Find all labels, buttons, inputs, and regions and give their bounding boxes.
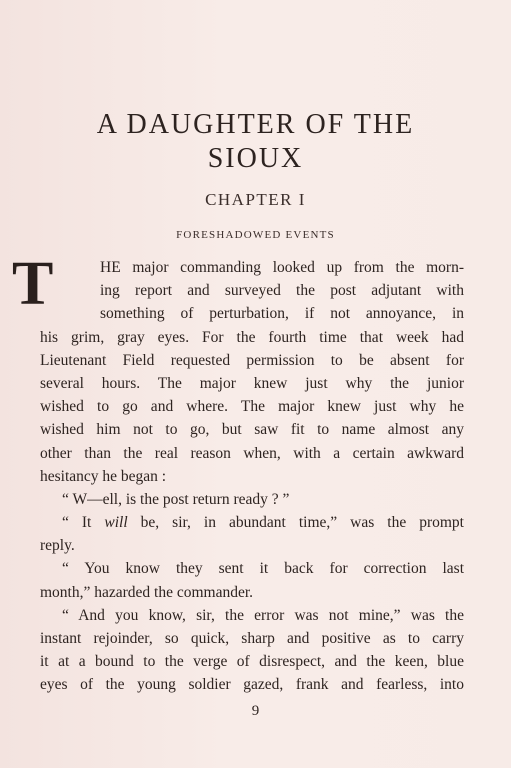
text-line: “ And you know, sir, the error was not mine,” was the [62,606,464,624]
book-title [40,108,471,176]
book-title-line-2: SIOUX [207,143,304,174]
chapter-heading: CHAPTER I [205,190,306,209]
text-line: instant rejoinder, so quick, sharp and positive as to carry [40,630,464,647]
text-line: “ You know they sent it back for correction last [62,560,464,578]
text-line: his grim, gray eyes. For the fourth time that week had [40,328,464,346]
text-line: reply. [40,537,75,555]
body-text [40,256,464,697]
text-line-with-italic [40,511,464,534]
text-line: something of perturbation, if not annoyance, in [100,305,464,323]
text-line: wished to go and where. The major knew just why he [40,398,464,416]
text-line: “ W—ell, is the post return ready ? ” [62,490,290,508]
italic-word: will [104,514,128,532]
text-line: ing report and surveyed the post adjutant with [100,282,464,300]
drop-cap: T [12,250,54,318]
text-segment: be, sir, in abundant time,” was the prompt [127,514,464,532]
text-line: several hours. The major knew just why the junior [40,374,464,392]
text-line: HE major commanding looked up from the morn- [100,259,464,276]
page-number: 9 [251,703,260,719]
book-title-line-1: A DAUGHTER OF THE [96,109,415,140]
text-segment: “ It [62,514,105,532]
text-line: it at a bound to the verge of disrespect, and the keen, blue [40,653,464,671]
text-line: hesitancy he began : [40,467,167,485]
text-line: other than the real reason when, with a certain awkward [40,444,464,462]
text-line: month,” hazarded the commander. [40,583,254,601]
text-line: Lieutenant Field requested permission to be absent for [40,351,464,369]
text-line: wished him not to go, but saw fit to name almost any [40,421,464,439]
text-line: eyes of the young soldier gazed, frank and fearless, into [40,676,464,694]
chapter-subtitle: FORESHADOWED EVENTS [176,229,335,241]
